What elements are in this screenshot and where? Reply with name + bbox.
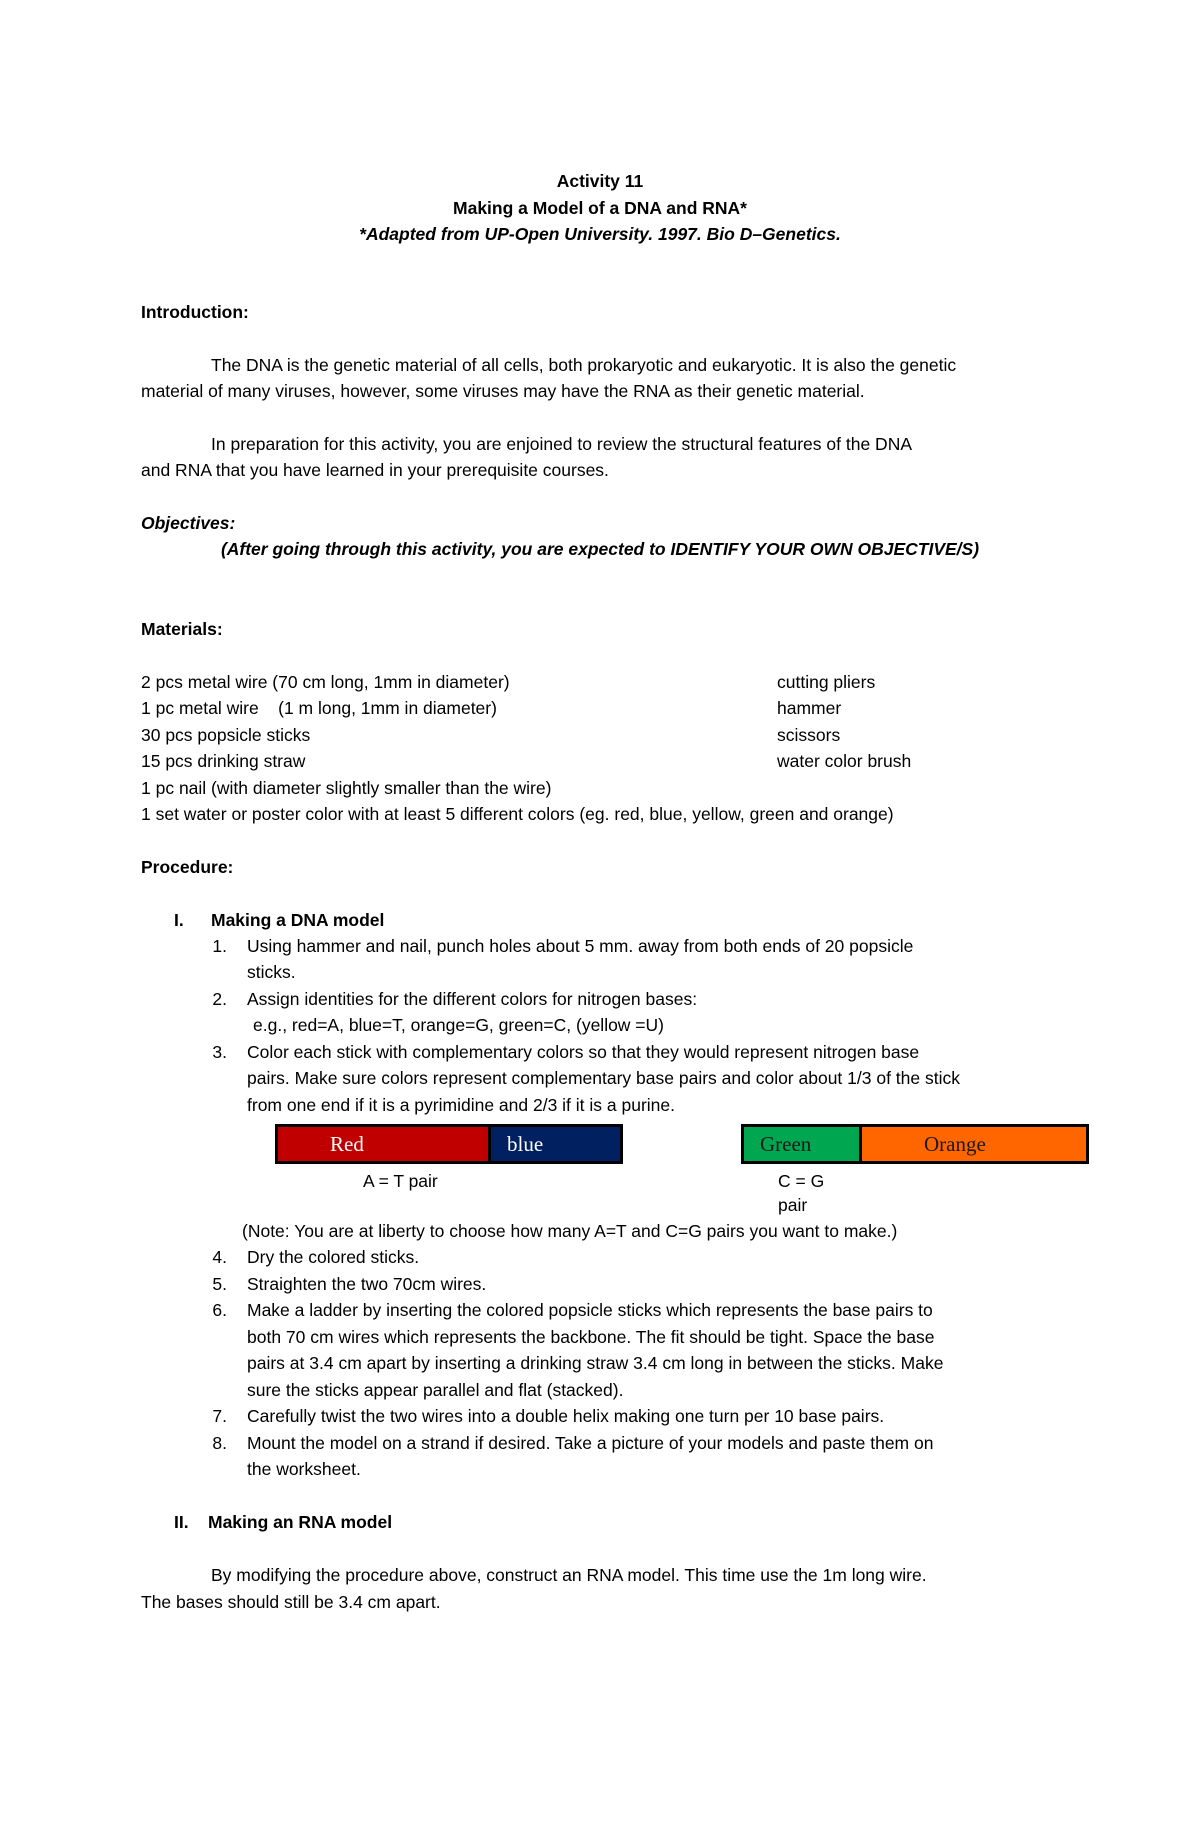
step-3-line-2: pairs. Make sure colors represent complementary base pairs and color about 1/3 of the stick xyxy=(247,1068,960,1088)
intro-paragraph-1-line-2: material of many viruses, however, some viruses may have the RNA as their genetic material. xyxy=(141,381,865,401)
material-item: 30 pcs popsicle sticks xyxy=(141,725,311,745)
stick-segment-green xyxy=(744,1127,862,1161)
step-number: 6. xyxy=(212,1300,227,1320)
step-1-line-1: Using hammer and nail, punch holes about 5 mm. away from both ends of 20 popsicle xyxy=(247,936,914,956)
introduction-heading: Introduction: xyxy=(141,302,249,322)
step-6-line-3: pairs at 3.4 cm apart by inserting a drinking straw 3.4 cm long in between the sticks. Make xyxy=(247,1353,944,1373)
step-number: 8. xyxy=(212,1433,227,1453)
part-1-number: I. xyxy=(174,910,184,930)
part-1-title: Making a DNA model xyxy=(211,910,385,930)
step-6-line-1: Make a ladder by inserting the colored popsicle sticks which represents the base pairs to xyxy=(247,1300,933,1320)
intro-paragraph-2-line-2: and RNA that you have learned in your prerequisite courses. xyxy=(141,460,609,480)
stick-segment-blue xyxy=(491,1127,620,1161)
step-number: 2. xyxy=(212,989,227,1009)
segment-label: blue xyxy=(507,1131,544,1156)
step-1-line-2: sticks. xyxy=(247,962,296,982)
step-8-line-2: the worksheet. xyxy=(247,1459,361,1479)
intro-paragraph-1-line-1: The DNA is the genetic material of all cells, both prokaryotic and eukaryotic. It is also the genetic xyxy=(211,355,957,375)
stick-segment-orange xyxy=(862,1127,1086,1161)
pairs-note: (Note: You are at liberty to choose how many A=T and C=G pairs you want to make.) xyxy=(242,1221,898,1241)
step-8-line-1: Mount the model on a strand if desired. Take a picture of your models and paste them on xyxy=(247,1433,934,1453)
part-2-line-1: By modifying the procedure above, construct an RNA model. This time use the 1m long wire. xyxy=(211,1565,927,1585)
segment-label: Orange xyxy=(924,1131,986,1156)
source-note: *Adapted from UP-Open University. 1997. Bio D–Genetics. xyxy=(359,224,841,244)
material-item: 1 pc metal wire (1 m long, 1mm in diameter) xyxy=(141,698,497,718)
step-number: 4. xyxy=(212,1247,227,1267)
objectives-text: (After going through this activity, you are expected to IDENTIFY YOUR OWN OBJECTIVE/S) xyxy=(220,539,980,559)
segment-label: Red xyxy=(330,1131,364,1156)
tool-item: hammer xyxy=(777,698,842,718)
procedure-heading: Procedure: xyxy=(141,857,234,877)
step-number: 3. xyxy=(212,1042,227,1062)
materials-heading: Materials: xyxy=(141,619,223,639)
step-5: Straighten the two 70cm wires. xyxy=(247,1274,487,1294)
objectives-heading: Objectives: xyxy=(141,513,236,533)
stick-caption-cg-line-2: pair xyxy=(778,1195,808,1215)
tool-item: scissors xyxy=(777,725,841,745)
step-number: 5. xyxy=(212,1274,227,1294)
step-2-line-2: e.g., red=A, blue=T, orange=G, green=C, (yellow =U) xyxy=(253,1015,664,1035)
step-2-line-1: Assign identities for the different colors for nitrogen bases: xyxy=(247,989,698,1009)
material-item: 15 pcs drinking straw xyxy=(141,751,306,771)
tool-item: cutting pliers xyxy=(777,672,876,692)
step-number: 7. xyxy=(212,1406,227,1426)
material-item: 2 pcs metal wire (70 cm long, 1mm in diameter) xyxy=(141,672,510,692)
step-3-line-1: Color each stick with complementary colors so that they would represent nitrogen base xyxy=(247,1042,920,1062)
intro-paragraph-2-line-1: In preparation for this activity, you are enjoined to review the structural features of the DNA xyxy=(211,434,912,454)
step-7: Carefully twist the two wires into a double helix making one turn per 10 base pairs. xyxy=(247,1406,885,1426)
stick-diagram-at-pair xyxy=(275,1124,623,1164)
step-6-line-2: both 70 cm wires which represents the backbone. The fit should be tight. Space the base xyxy=(247,1327,935,1347)
part-2-title: Making an RNA model xyxy=(208,1512,393,1532)
tool-item: water color brush xyxy=(777,751,912,771)
part-2-line-2: The bases should still be 3.4 cm apart. xyxy=(141,1592,441,1612)
stick-caption-cg-line-1: C = G xyxy=(778,1171,825,1191)
material-item: 1 pc nail (with diameter slightly smaller than the wire) xyxy=(141,778,552,798)
part-2-number: II. xyxy=(174,1512,189,1532)
stick-segment-red xyxy=(278,1127,491,1161)
step-6-line-4: sure the sticks appear parallel and flat (stacked). xyxy=(247,1380,624,1400)
step-4: Dry the colored sticks. xyxy=(247,1247,420,1267)
activity-title: Activity 11 xyxy=(556,171,644,191)
stick-caption-at: A = T pair xyxy=(363,1171,438,1191)
segment-label: Green xyxy=(760,1131,812,1156)
material-item: 1 set water or poster color with at least 5 different colors (eg. red, blue, yellow, green and orange) xyxy=(141,804,894,824)
stick-diagram-cg-pair xyxy=(741,1124,1089,1164)
step-number: 1. xyxy=(212,936,227,956)
activity-subtitle: Making a Model of a DNA and RNA* xyxy=(453,198,747,218)
step-3-line-3: from one end if it is a pyrimidine and 2/3 if it is a purine. xyxy=(247,1095,675,1115)
